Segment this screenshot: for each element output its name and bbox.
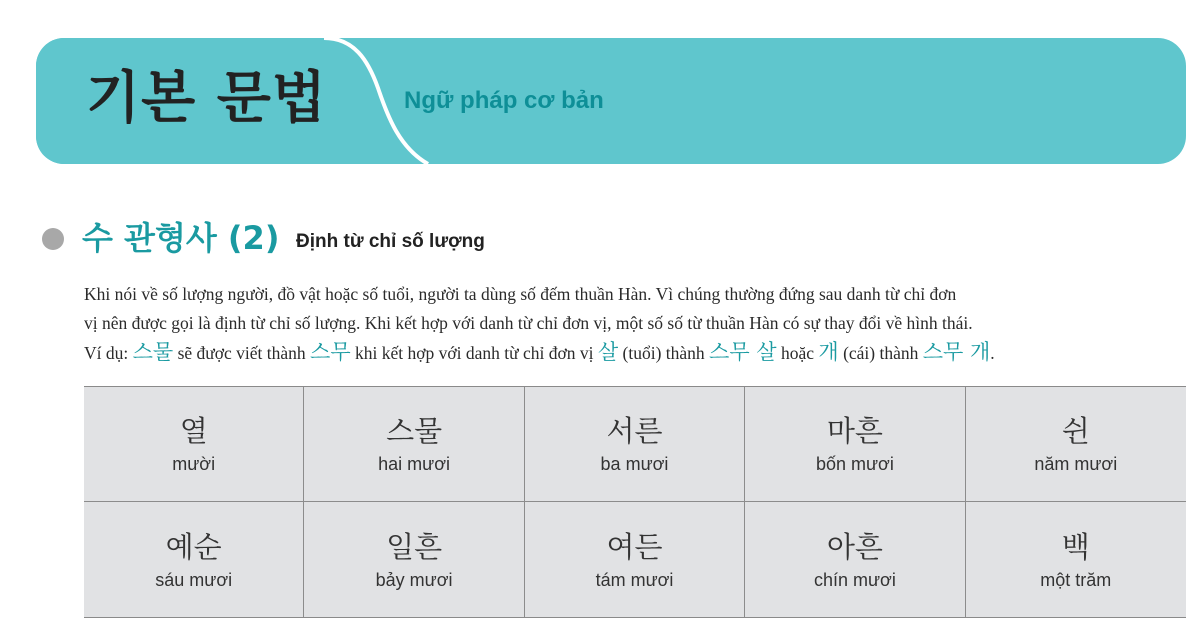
example-text: (tuổi) thành xyxy=(618,343,710,363)
table-cell xyxy=(966,502,1186,617)
example-keyword: 스물 xyxy=(132,340,174,364)
table-cell xyxy=(304,387,524,502)
section-bullet-icon xyxy=(42,228,64,250)
number-table xyxy=(84,386,1186,618)
paragraph-line-1: Khi nói về số lượng người, đồ vật hoặc số tuổi, người ta dùng số đếm thuần Hàn. Vì chúng thường đứng sau danh từ chỉ đơn xyxy=(84,284,957,304)
vietnamese-meaning: năm mươi xyxy=(1034,454,1118,474)
section-title: 수 관형사 (2) xyxy=(82,219,280,257)
korean-number: 마흔 xyxy=(826,414,883,448)
example-text: khi kết hợp với danh từ chỉ đơn vị xyxy=(350,343,598,363)
table-cell xyxy=(966,387,1186,502)
table-cell xyxy=(84,502,304,617)
example-keyword: 스무 개 xyxy=(922,340,991,364)
korean-number: 백 xyxy=(1061,529,1090,564)
table-cell xyxy=(304,502,524,617)
paragraph-line-3 xyxy=(84,338,1184,368)
vietnamese-meaning: ba mươi xyxy=(600,454,669,474)
example-text: Ví dụ: xyxy=(84,343,133,363)
table-cell xyxy=(525,502,745,617)
vietnamese-meaning: hai mươi xyxy=(378,454,451,474)
korean-number: 예순 xyxy=(165,529,222,564)
page-title: 기본 문법 xyxy=(86,66,327,131)
korean-number: 쉰 xyxy=(1061,414,1090,448)
example-keyword: 살 xyxy=(597,340,619,364)
example-text: sẽ được viết thành xyxy=(173,343,311,363)
vietnamese-meaning: một trăm xyxy=(1040,569,1112,590)
example-text: hoặc xyxy=(776,343,819,363)
vietnamese-meaning: sáu mươi xyxy=(155,569,233,590)
korean-number: 스물 xyxy=(386,414,443,448)
korean-number: 여든 xyxy=(606,529,663,564)
explanation-paragraph xyxy=(84,280,1184,368)
vietnamese-meaning: bốn mươi xyxy=(815,454,894,474)
vietnamese-meaning: chín mươi xyxy=(813,569,896,590)
example-keyword: 개 xyxy=(818,340,839,364)
table-cell xyxy=(745,502,965,617)
section-subtitle: Định từ chỉ số lượng xyxy=(296,231,485,252)
korean-number: 일흔 xyxy=(386,529,443,564)
table-cell xyxy=(745,387,965,502)
example-text: . xyxy=(990,343,995,363)
vietnamese-meaning: bảy mươi xyxy=(375,569,453,590)
example-text: (cái) thành xyxy=(838,343,923,363)
table-cell xyxy=(525,387,745,502)
paragraph-line-2: vị nên được gọi là định từ chỉ số lượng. Khi kết hợp với danh từ chỉ đơn vị, một số số từ thuần Hàn có sự thay đổi về hình thái. xyxy=(84,313,973,333)
header-banner xyxy=(36,38,1186,164)
korean-number: 서른 xyxy=(606,414,663,448)
page-subtitle: Ngữ pháp cơ bản xyxy=(404,87,604,114)
korean-number: 아흔 xyxy=(826,529,883,564)
vietnamese-meaning: tám mươi xyxy=(595,569,674,590)
korean-number: 열 xyxy=(179,414,208,448)
vietnamese-meaning: mười xyxy=(172,454,216,474)
table-cell xyxy=(84,387,304,502)
example-keyword: 스무 xyxy=(310,340,351,364)
example-keyword: 스무 살 xyxy=(709,340,777,364)
